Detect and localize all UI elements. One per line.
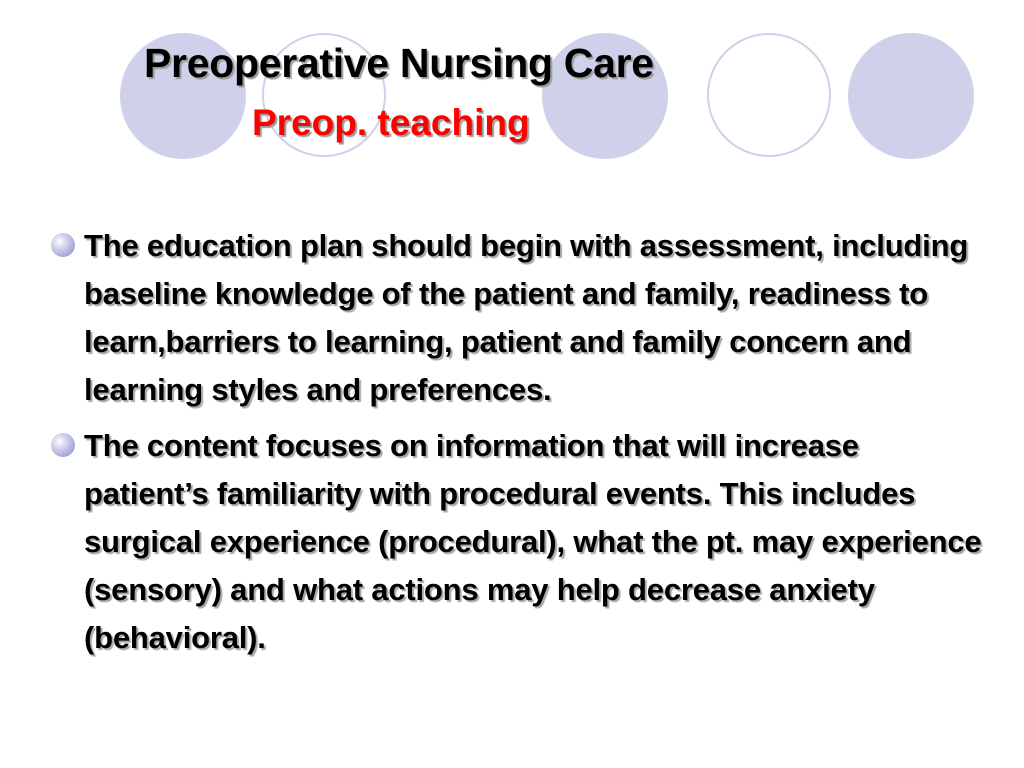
bullet-item	[46, 222, 986, 414]
bullet-text: The education plan should begin with assessment, including baseline knowledge of the patient and family, readiness to learn,barriers to learning, patient and family concern and learning styles and preferences.	[84, 228, 969, 407]
bullet-item	[46, 422, 986, 662]
slide-title: Preoperative Nursing Care	[144, 40, 654, 86]
slide-subtitle: Preop. teaching	[252, 102, 530, 143]
bullet-icon	[51, 233, 75, 257]
bullet-text: The content focuses on information that will increase patient’s familiarity with procedural events. This includes surgical experience (procedural), what the pt. may experience (sensory) and what actions may help decrease anxiety (behavioral).	[84, 428, 982, 655]
decor-circle-5	[848, 33, 974, 159]
bullet-icon	[51, 433, 75, 457]
decor-circle-4	[707, 33, 831, 157]
bullet-list	[46, 222, 986, 670]
